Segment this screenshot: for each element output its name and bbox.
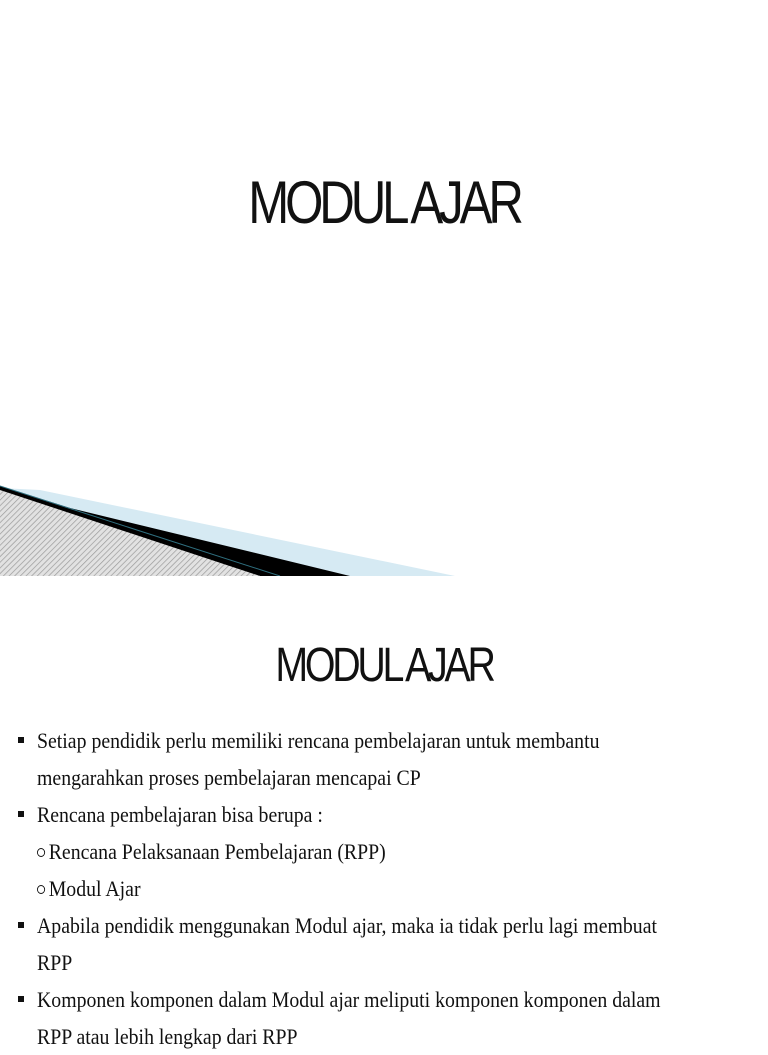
list-item: [18, 907, 763, 981]
list-item-line: Rencana pembelajaran bisa berupa :: [37, 802, 323, 827]
list-item: [18, 796, 763, 833]
decorative-swoosh: [0, 460, 470, 576]
circle-bullet-icon: [37, 848, 45, 857]
circle-bullet-icon: [37, 885, 45, 894]
list-item-text: [37, 796, 323, 833]
bullet-list: [18, 722, 763, 1055]
content-slide: [0, 576, 768, 1049]
list-item-text: [37, 981, 661, 1055]
sub-list-item: [18, 870, 763, 907]
list-item-line: RPP atau lebih lengkap dari RPP: [37, 1024, 298, 1049]
list-item: [18, 722, 763, 796]
list-item-line-text: Modul Ajar: [48, 876, 141, 901]
slide-title: MODUL AJAR: [275, 639, 493, 692]
list-item-text: [37, 907, 657, 981]
list-item-line: RPP: [37, 950, 73, 975]
list-item-text: [37, 870, 141, 907]
list-item-text: [37, 722, 599, 796]
sub-list-item: [18, 833, 763, 870]
list-item-line-text: Rencana Pelaksanaan Pembelajaran (RPP): [48, 839, 386, 864]
slide-title: MODUL AJAR: [248, 169, 520, 236]
list-item-line: [37, 833, 386, 870]
square-bullet-icon: [18, 922, 24, 928]
square-bullet-icon: [18, 811, 24, 817]
list-item-line: Setiap pendidik perlu memiliki rencana pembelajaran untuk membantu: [37, 728, 600, 753]
list-item-line: Komponen komponen dalam Modul ajar meliputi komponen komponen dalam: [37, 987, 661, 1012]
list-item-text: [37, 833, 386, 870]
square-bullet-icon: [18, 996, 24, 1002]
square-bullet-icon: [18, 737, 24, 743]
list-item: [18, 981, 763, 1055]
list-item-line: [37, 870, 141, 907]
list-item-line: Apabila pendidik menggunakan Modul ajar, maka ia tidak perlu lagi membuat: [37, 913, 657, 938]
list-item-line: mengarahkan proses pembelajaran mencapai CP: [37, 765, 421, 790]
